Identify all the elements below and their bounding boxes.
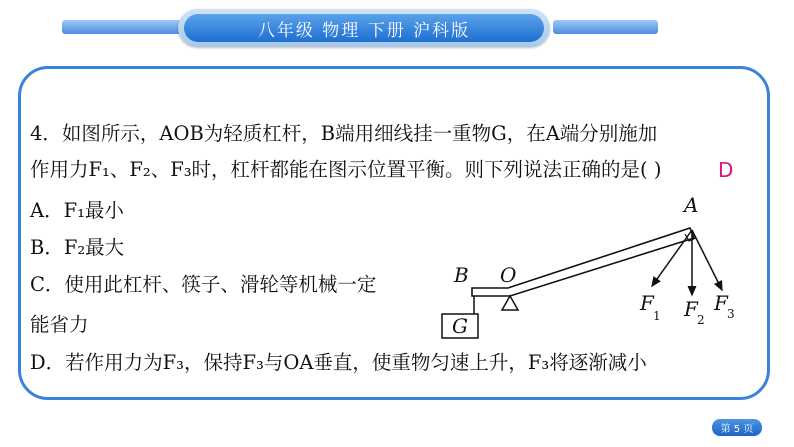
option-d: D．若作用力为F₃，保持F₃与OA垂直，使重物匀速上升，F₃将逐渐减小 [30, 351, 647, 374]
force-f1-subscript: 1 [653, 309, 661, 323]
header-bar-right [553, 20, 658, 34]
force-f2-label: F [684, 297, 698, 321]
question-line-2: 作用力F₁、F₂、F₃时，杠杆都能在图示位置平衡。则下列说法正确的是( ) [30, 158, 662, 181]
header-title: 八年级 物理 下册 沪科版 [184, 14, 544, 42]
question-line-1: 4．如图所示，AOB为轻质杠杆，B端用细线挂一重物G，在A端分别施加 [30, 122, 658, 145]
header-bar-left [62, 20, 182, 34]
label-b: B [454, 263, 469, 287]
lever-diagram [430, 190, 770, 350]
option-a: A．F₁最小 [30, 199, 124, 222]
header-pill [178, 9, 550, 47]
force-f3-arrow [692, 230, 722, 290]
option-c-line-2: 能省力 [30, 313, 89, 336]
label-g: G [452, 314, 468, 338]
label-a: A [684, 193, 699, 217]
label-o: O [500, 263, 517, 287]
force-f3-subscript: 3 [727, 307, 735, 321]
option-b: B．F₂最大 [30, 236, 125, 259]
option-c-line-1: C．使用此杠杆、筷子、滑轮等机械一定 [30, 273, 377, 296]
answer-mark: D [718, 158, 734, 182]
force-f1-label: F [640, 291, 654, 315]
page-number-badge: 第 5 页 [712, 419, 762, 436]
force-f2-subscript: 2 [697, 313, 705, 327]
force-f3-label: F [714, 291, 728, 315]
fulcrum-triangle [502, 296, 518, 310]
